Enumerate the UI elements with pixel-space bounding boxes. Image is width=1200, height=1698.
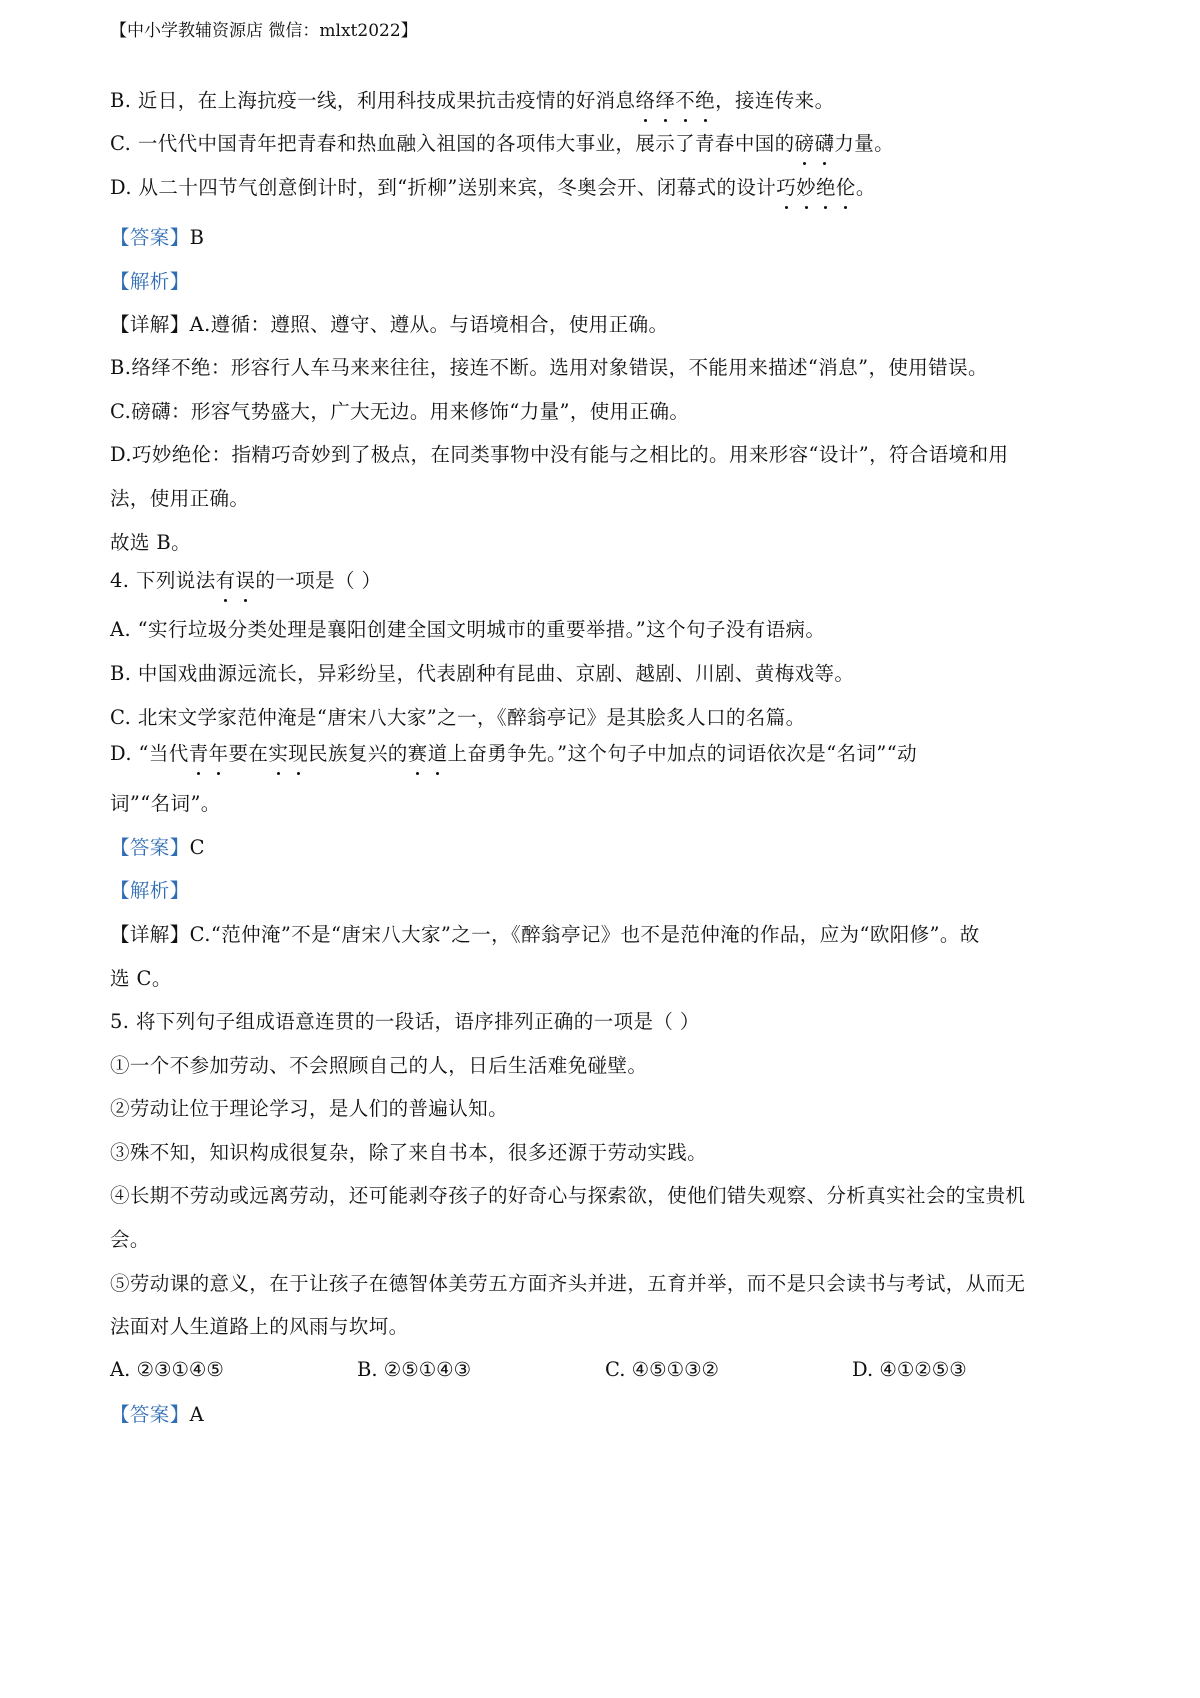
q3-detail-line: 【详解】A.遵循：遵照、遵守、遵从。与语境相合，使用正确。 (110, 313, 669, 336)
q3-detail-line: C.磅礴：形容气势盛大，广大无边。用来修饰“力量”，使用正确。 (110, 400, 690, 423)
emphasis-dot-char: 实 (268, 742, 289, 765)
emphasis-dot-char: 年 (208, 742, 229, 765)
dotted-term (795, 132, 835, 155)
source-header: 【中小学教辅资源店 微信：mlxt2022】 (110, 21, 418, 41)
q4-option-d-continued: 词”“名词”。 (110, 792, 221, 815)
q4-detail-line: 选 C。 (110, 967, 172, 990)
emphasis-dot-char: 妙 (796, 176, 816, 199)
dotted-term (408, 742, 448, 765)
q5-choice-d: D. ④①②⑤③ (852, 1358, 967, 1381)
emphasis-dot-char: 不 (675, 89, 696, 112)
emphasis-dot-char: 有 (215, 569, 236, 592)
q5-choice-a: A. ②③①④⑤ (110, 1358, 224, 1381)
q5-sentence: ②劳动让位于理论学习，是人们的普遍认知。 (110, 1097, 509, 1120)
q3-detail-line: 法，使用正确。 (110, 487, 250, 510)
emphasis-dot-char: 道 (427, 742, 448, 765)
q4-option-b: B. 中国戏曲源远流长，异彩纷呈，代表剧种有昆曲、京剧、越剧、川剧、黄梅戏等。 (110, 662, 855, 685)
q3-conclusion: 故选 B。 (110, 531, 192, 554)
dotted-term (189, 742, 229, 765)
q4-detail-line: 【详解】C.“范仲淹”不是“唐宋八大家”之一，《醉翁亭记》也不是范仲淹的作品，应为“欧阳修”。故 (110, 923, 980, 946)
q4-answer: 【答案】C (110, 836, 205, 859)
emphasis-dot-char: 青 (188, 742, 209, 765)
q3-answer: 【答案】B (110, 226, 205, 249)
emphasis-dot-char: 绝 (695, 89, 716, 112)
q5-sentence: ④长期不劳动或远离劳动，还可能剥夺孩子的好奇心与探索欲，使他们错失观察、分析真实社会的宝贵机 (110, 1184, 1026, 1207)
q3-option-d: D. 从二十四节气创意倒计时，到“折柳”送别来宾，冬奥会开、闭幕式的设计巧妙绝伦。 (110, 176, 876, 199)
emphasis-dot-char: 巧 (776, 176, 797, 199)
emphasis-dot-char: 络 (635, 89, 656, 112)
emphasis-dot-char: 赛 (407, 742, 428, 765)
q5-sentence: 会。 (110, 1228, 150, 1251)
emphasis-dot-char: 礴 (814, 132, 835, 155)
q5-sentence: ③殊不知，知识构成很复杂，除了来自书本，很多还源于劳动实践。 (110, 1141, 708, 1164)
emphasis-dot-char: 磅 (794, 132, 815, 155)
q3-option-b: B. 近日，在上海抗疫一线，利用科技成果抗击疫情的好消息络绎不绝，接连传来。 (110, 89, 835, 112)
q4-option-a: A. “实行垃圾分类处理是襄阳创建全国文明城市的重要举措。”这个句子没有语病。 (110, 618, 826, 641)
q5-choice-b: B. ②⑤①④③ (357, 1358, 472, 1381)
dotted-term (776, 176, 856, 199)
dotted-term (635, 89, 715, 112)
q3-analysis-label: 【解析】 (110, 270, 190, 293)
q5-choice-c: C. ④⑤①③② (605, 1358, 720, 1381)
q4-analysis-label: 【解析】 (110, 879, 190, 902)
dotted-term (216, 569, 256, 592)
emphasis-dot-char: 绎 (655, 89, 676, 112)
dotted-term (268, 742, 308, 765)
q4-option-d: D. “当代青年要在实现民族复兴的赛道上奋勇争先。”这个句子中加点的词语依次是“名词”“动 (110, 742, 918, 765)
q5-sentence: ①一个不参加劳动、不会照顾自己的人，日后生活难免碰壁。 (110, 1054, 648, 1077)
q4-stem: 4. 下列说法有误的一项是（ ） (110, 569, 382, 592)
emphasis-dot-char: 误 (235, 569, 256, 592)
q4-option-c: C. 北宋文学家范仲淹是“唐宋八大家”之一，《醉翁亭记》是其脍炙人口的名篇。 (110, 706, 806, 729)
emphasis-dot-char: 伦 (835, 176, 856, 199)
q5-stem: 5. 将下列句子组成语意连贯的一段话，语序排列正确的一项是（ ） (110, 1010, 700, 1033)
emphasis-dot-char: 绝 (816, 176, 836, 199)
q5-sentence: 法面对人生道路上的风雨与坎坷。 (110, 1315, 409, 1338)
q3-option-c: C. 一代代中国青年把青春和热血融入祖国的各项伟大事业，展示了青春中国的磅礴力量。 (110, 132, 895, 155)
q5-answer: 【答案】A (110, 1403, 205, 1426)
q3-detail-line: D.巧妙绝伦：指精巧奇妙到了极点，在同类事物中没有能与之相比的。用来形容“设计”，符合语境和用 (110, 443, 1009, 466)
q5-sentence: ⑤劳动课的意义，在于让孩子在德智体美劳五方面齐头并进，五育并举，而不是只会读书与考试，从而无 (110, 1272, 1026, 1295)
emphasis-dot-char: 现 (288, 742, 309, 765)
q3-detail-line: B.络绎不绝：形容行人车马来来往往，接连不断。选用对象错误，不能用来描述“消息”，使用错误。 (110, 356, 988, 379)
